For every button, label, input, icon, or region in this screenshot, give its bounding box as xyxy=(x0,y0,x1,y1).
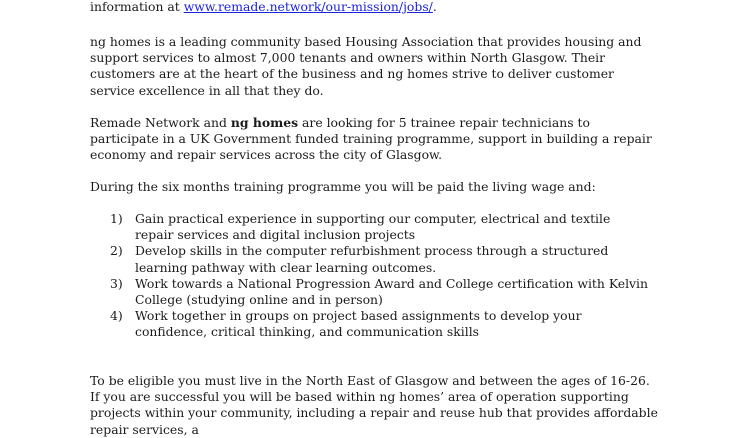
list-item-number: 4) xyxy=(110,308,123,324)
intro-prefix: information at xyxy=(90,0,184,14)
recruitment-part3: trainee repair technicians to participate in a UK Government funded training programme, support in building a repair economy and repair services across the city of Glasgow. xyxy=(90,115,652,163)
list-item xyxy=(110,243,650,275)
list-item-number: 3) xyxy=(110,275,123,291)
programme-intro: During the six months training programme you will be paid the living wage and: xyxy=(90,179,596,194)
eligibility-paragraph: To be eligible you must live in the North East of Glasgow and between the ages of 16-26. If you are successful you will be based within ng homes’ area of operation supporting projects within your community, including a repair and reuse hub that provides affordable repair services, a xyxy=(90,373,658,437)
recruitment-part2: are looking for xyxy=(298,115,399,130)
about-paragraph: ng homes is a leading community based Housing Association that provides housing and support services to almost 7,000 tenants and owners within North Glasgow. Their customers are at the heart of the business and ng homes strive to deliver customer service excellence in all that they do. xyxy=(90,34,642,98)
ng-homes-bold: ng homes xyxy=(230,115,299,130)
list-item-text: Gain practical experience in supporting our computer, electrical and textile repair services and digital inclusion projects xyxy=(135,211,611,243)
benefits-list xyxy=(110,211,650,341)
recruitment-paragraph xyxy=(90,115,662,164)
intro-suffix: . xyxy=(432,0,437,14)
list-item xyxy=(110,276,650,308)
list-item xyxy=(110,211,650,243)
list-item-text: Work together in groups on project based assignments to develop your confidence, critical thinking, and communication skills xyxy=(135,308,582,340)
list-item-text: Develop skills in the computer refurbishment process through a structured learning pathway with clear learning outcomes. xyxy=(135,243,609,275)
jobs-link[interactable]: www.remade.network/our-mission/jobs/ xyxy=(183,0,433,14)
list-item xyxy=(110,308,650,340)
list-item-number: 1) xyxy=(110,211,123,226)
list-item-text: Work towards a National Progression Award and College certification with Kelvin College (studying online and in person) xyxy=(135,275,648,308)
recruitment-part1: Remade Network and xyxy=(90,115,231,130)
intro-paragraph xyxy=(90,0,662,15)
trainee-count: 5 xyxy=(398,115,407,130)
list-item-number: 2) xyxy=(110,243,123,259)
